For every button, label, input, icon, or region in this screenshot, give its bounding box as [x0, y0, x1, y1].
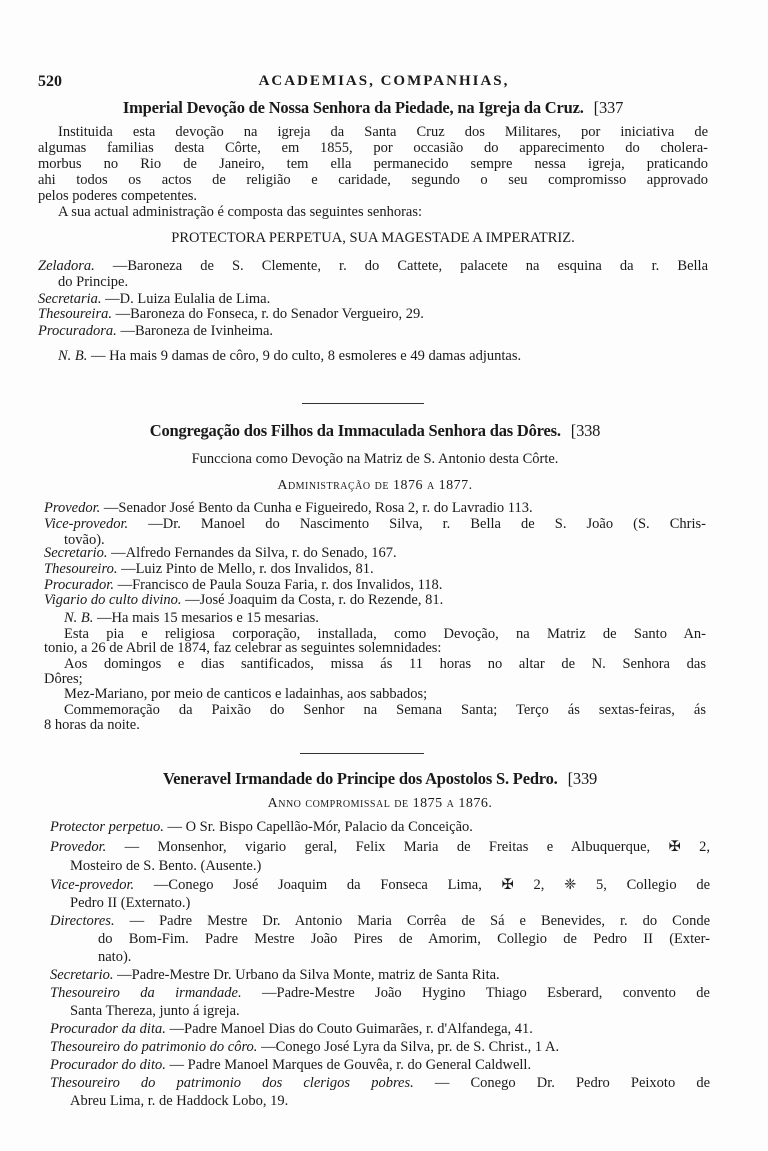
- line-text: —Baroneza de Ivinheima.: [120, 323, 274, 339]
- line-text: Esta pia e religiosa corporação, installada, como Devoção, na Matriz de Santo An-: [64, 626, 706, 642]
- role-label: Procurador do dito.: [50, 1057, 166, 1073]
- line-text: Santa Thereza, junto á igreja.: [70, 1003, 240, 1019]
- officer-entry-line: [50, 839, 710, 856]
- line-text: algumas familias desta Côrte, em 1855, por occasião do apparecimento do cholera-: [38, 140, 708, 156]
- officer-entry-line: [50, 967, 710, 984]
- paragraph-line: [38, 188, 708, 205]
- role-label: Vice-provedor.: [50, 877, 135, 893]
- paragraph-line: [58, 204, 708, 221]
- line-text: —D. Luiza Eulalia de Lima.: [105, 291, 271, 307]
- line-text: tonio, a 26 de Abril de 1874, faz celebrar as seguintes solemnidades:: [44, 640, 442, 656]
- entry-number: [338: [570, 421, 601, 440]
- officer-entry-line: [50, 877, 710, 894]
- line-text: —Conego José Lyra da Silva, pr. de S. Christ., 1 A.: [261, 1039, 560, 1055]
- section-subheading: [38, 230, 708, 247]
- role-label: Procurador.: [44, 577, 114, 593]
- role-label: Procuradora.: [38, 323, 117, 339]
- officer-entry-line: [38, 258, 708, 275]
- officer-entry-line: [70, 858, 710, 875]
- line-text: do Bom-Fim. Padre Mestre João Pires de Amorim, Collegio de Pedro II (Exter-: [98, 931, 710, 947]
- officer-entry-line: [50, 913, 710, 930]
- role-label: N. B.: [58, 348, 88, 364]
- paragraph-line: [64, 610, 706, 627]
- paragraph-line: [58, 124, 708, 141]
- section-title: [50, 770, 710, 787]
- line-text: — Ha mais 9 damas de côro, 9 do culto, 8 esmoleres e 49 damas adjuntas.: [91, 348, 522, 364]
- line-text: —Alfredo Fernandes da Silva, r. do Senado, 167.: [111, 545, 397, 561]
- line-text: — O Sr. Bispo Capellão-Mór, Palacio da Conceição.: [167, 819, 473, 835]
- running-title: ACADEMIAS, COMPANHIAS,: [258, 73, 510, 89]
- line-text: —Conego José Joaquim da Fonseca Lima, ✠ 2, ❈ 5, Collegio de: [153, 877, 710, 893]
- line-text: Aos domingos e dias santificados, missa ás 11 horas no altar de N. Senhora das: [64, 656, 706, 672]
- role-label: N. B.: [64, 610, 94, 626]
- heading-text: Veneravel Irmandade do Principe dos Apostolos S. Pedro.: [162, 769, 558, 788]
- role-label: Vigario do culto divino.: [44, 592, 182, 608]
- officer-entry-line: [50, 1021, 710, 1038]
- line-text: ahi todos os actos de religião e caridade, segundo o seu compromisso approvado: [38, 172, 708, 188]
- officer-entry-line: [50, 819, 710, 836]
- line-text: nato).: [98, 949, 132, 965]
- line-text: —Padre-Mestre Dr. Urbano da Silva Monte, matriz de Santa Rita.: [117, 967, 500, 983]
- heading-text: Administração de 1876 a 1877.: [277, 478, 473, 493]
- line-text: Mez-Mariano, por meio de canticos e ladainhas, aos sabbados;: [64, 686, 428, 702]
- line-text: Commemoração da Paixão do Senhor na Semana Santa; Terço ás sextas-feiras, ás: [64, 702, 706, 718]
- officer-entry-line: [38, 306, 708, 323]
- role-label: Provedor.: [44, 500, 101, 516]
- line-text: Mosteiro de S. Bento. (Ausente.): [70, 858, 262, 874]
- line-text: —Francisco de Paula Souza Faria, r. dos Invalidos, 118.: [117, 577, 443, 593]
- role-label: Vice-provedor.: [44, 516, 129, 532]
- line-text: —Baroneza de S. Clemente, r. do Cattete, palacete na esquina da r. Bella: [112, 258, 708, 274]
- heading-text: Imperial Devoção de Nossa Senhora da Piedade, na Igreja da Cruz.: [122, 98, 584, 117]
- role-label: Provedor.: [50, 839, 107, 855]
- officer-entry-line: [44, 561, 706, 578]
- section-subheading: [50, 795, 710, 812]
- heading-text: PROTECTORA PERPETUA, SUA MAGESTADE A IMPERATRIZ.: [171, 230, 575, 246]
- line-text: — Monsenhor, vigario geral, Felix Maria de Freitas e Albuquerque, ✠ 2,: [124, 839, 710, 855]
- line-text: — Padre Mestre Dr. Antonio Maria Corrêa de Sá e Benevides, r. do Conde: [129, 913, 710, 929]
- role-label: Secretario.: [44, 545, 108, 561]
- officer-entry-line: [70, 1003, 710, 1020]
- paragraph-line: [44, 717, 706, 734]
- role-label: Zeladora.: [38, 258, 95, 274]
- line-text: Dôres;: [44, 671, 83, 687]
- officer-entry-line: [70, 895, 710, 912]
- role-label: Thesoureiro.: [44, 561, 118, 577]
- entry-number: [337: [593, 98, 624, 117]
- paragraph-line: [38, 140, 708, 157]
- line-text: pelos poderes competentes.: [38, 188, 198, 204]
- role-label: Thesoureiro da irmandade.: [50, 985, 242, 1001]
- line-text: —Dr. Manoel do Nascimento Silva, r. Bella de S. João (S. Chris-: [148, 516, 706, 532]
- officer-entry-line: [58, 274, 708, 291]
- role-label: Thesoureiro do patrimonio dos clerigos pobres.: [50, 1075, 414, 1091]
- line-text: do Principe.: [58, 274, 129, 290]
- line-text: tovão).: [64, 532, 105, 548]
- line-text: —Padre Manoel Dias do Couto Guimarães, r. d'Alfandega, 41.: [169, 1021, 533, 1037]
- line-text: — Conego Dr. Pedro Peixoto de: [434, 1075, 710, 1091]
- role-label: Directores.: [50, 913, 115, 929]
- officer-entry-line: [44, 545, 706, 562]
- role-label: Secretario.: [50, 967, 114, 983]
- line-text: —Padre-Mestre João Hygino Thiago Esberard, convento de: [262, 985, 710, 1001]
- role-label: Thesoureiro do patrimonio do côro.: [50, 1039, 258, 1055]
- line-text: —Luiz Pinto de Mello, r. dos Invalidos, 81.: [121, 561, 374, 577]
- paragraph-line: [58, 348, 708, 365]
- line-text: 8 horas da noite.: [44, 717, 140, 733]
- paragraph-line: [38, 156, 708, 173]
- officer-entry-line: [70, 1093, 710, 1110]
- line-text: —Senador José Bento da Cunha e Figueiredo, Rosa 2, r. do Lavradio 113.: [103, 500, 533, 516]
- section-divider: [300, 753, 424, 754]
- officer-entry-line: [38, 323, 708, 340]
- officer-entry-line: [98, 949, 710, 966]
- line-text: Abreu Lima, r. de Haddock Lobo, 19.: [70, 1093, 289, 1109]
- line-text: morbus no Rio de Janeiro, tem ella permanecido sempre nessa igreja, praticando: [38, 156, 708, 172]
- section-title: [44, 422, 706, 439]
- section-title: [38, 99, 708, 116]
- officer-entry-line: [44, 516, 706, 533]
- line-text: Pedro II (Externato.): [70, 895, 191, 911]
- officer-entry-line: [44, 500, 706, 517]
- officer-entry-line: [44, 592, 706, 609]
- paragraph-line: [44, 640, 706, 657]
- line-text: —Ha mais 15 mesarios e 15 mesarias.: [97, 610, 319, 626]
- officer-entry-line: [50, 1039, 710, 1056]
- section-divider: [302, 403, 424, 404]
- role-label: Secretaria.: [38, 291, 102, 307]
- paragraph-line: [64, 686, 706, 703]
- heading-text: Anno compromissal de 1875 a 1876.: [267, 796, 493, 811]
- paragraph-line: [38, 172, 708, 189]
- officer-entry-line: [50, 1075, 710, 1092]
- officer-entry-line: [50, 985, 710, 1002]
- role-label: Thesoureira.: [38, 306, 112, 322]
- role-label: Protector perpetuo.: [50, 819, 164, 835]
- officer-entry-line: [50, 1057, 710, 1074]
- line-text: —José Joaquim da Costa, r. do Rezende, 81.: [185, 592, 444, 608]
- heading-text: Funcciona como Devoção na Matriz de S. Antonio desta Côrte.: [191, 451, 559, 467]
- role-label: Procurador da dita.: [50, 1021, 166, 1037]
- line-text: —Baroneza do Fonseca, r. do Senador Vergueiro, 29.: [115, 306, 424, 322]
- line-text: — Padre Manoel Marques de Gouvêa, r. do General Caldwell.: [169, 1057, 532, 1073]
- section-subheading: [44, 477, 706, 494]
- heading-text: Congregação dos Filhos da Immaculada Senhora das Dôres.: [149, 421, 561, 440]
- section-subheading: [44, 451, 706, 468]
- line-text: Instituida esta devoção na igreja da Santa Cruz dos Militares, por iniciativa de: [58, 124, 708, 140]
- entry-number: [339: [567, 769, 598, 788]
- line-text: A sua actual administração é composta das seguintes senhoras:: [58, 204, 423, 220]
- officer-entry-line: [98, 931, 710, 948]
- page-number: 520: [38, 73, 62, 90]
